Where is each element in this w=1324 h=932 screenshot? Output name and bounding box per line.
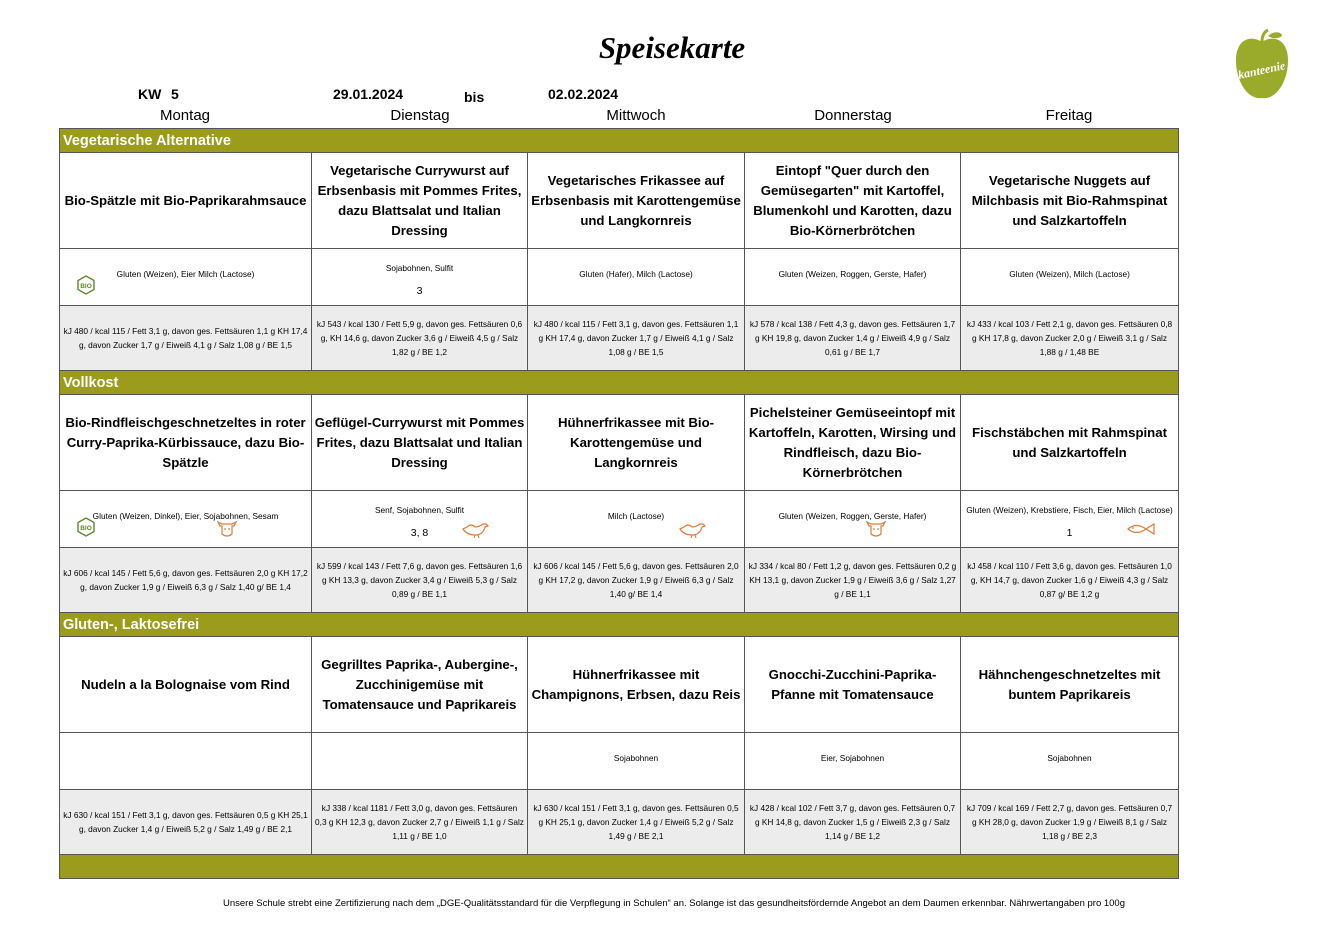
allergen-cell [60,733,312,790]
day-header-donnerstag: Donnerstag [814,107,892,124]
allergen-cell [528,733,745,790]
nutrition-info: kJ 630 / kcal 151 / Fett 3,1 g, davon ges. Fettsäuren 0,5 g KH 25,1 g, davon Zucker 1,4 g / Eiweiß 5,2 g / Salz 1,49 g / BE 2,1 [528,790,745,855]
day-header-dienstag: Dienstag [390,107,450,124]
bis-label: bis [464,89,485,105]
allergen-cell [312,249,528,306]
dish-name: Bio-Rindfleischgeschnetzeltes in roter Curry-Paprika-Kürbissauce, dazu Bio-Spätzle [60,395,312,491]
kw-number: 5 [171,86,179,102]
allergen-cell [745,249,961,306]
allergens: Eier, Sojabohnen [820,753,885,763]
nutrition-info: kJ 480 / kcal 115 / Fett 3,1 g, davon ges. Fettsäuren 1,1 g KH 17,4 g, davon Zucker 1,7 g / Eiweiß 4,1 g / Salz 1,08 g / BE 1,5 [60,306,312,371]
allergens: Gluten (Weizen, Roggen, Gerste, Hafer) [778,511,927,521]
allergens: Gluten (Weizen), Krebstiere, Fisch, Eier, Milch (Lactose) [966,505,1173,515]
cow-icon [864,519,888,541]
allergens: Sojabohnen, Sulfit [385,263,454,273]
additives: 1 [1066,527,1073,539]
svg-text:BIO: BIO [80,525,92,532]
chicken-icon [678,519,708,541]
allergens: Gluten (Weizen), Milch (Lactose) [1009,269,1130,279]
nutrition-info: kJ 428 / kcal 102 / Fett 3,7 g, davon ges. Fettsäuren 0,7 g KH 14,8 g, davon Zucker 1,5 g / Eiweiß 2,3 g / Salz 1,14 g / BE 1,2 [745,790,961,855]
allergen-cell [745,733,961,790]
allergens: Milch (Lactose) [607,511,665,521]
additives: 3, 8 [410,527,429,539]
allergen-cell [961,249,1179,306]
allergen-cell [528,491,745,548]
kanteenie-logo [1232,28,1292,104]
date-to: 02.02.2024 [548,86,619,102]
nutrition-info: kJ 606 / kcal 145 / Fett 5,6 g, davon ges. Fettsäuren 2,0 g KH 17,2 g, davon Zucker 1,9 g / Eiweiß 6,3 g / Salz 1,40 g/ BE 1,4 [528,548,745,613]
allergens: Gluten (Hafer), Milch (Lactose) [579,269,693,279]
menu-table [59,128,1179,879]
nutrition-info: kJ 543 / kcal 130 / Fett 5,9 g, davon ges. Fettsäuren 0,6 g, KH 14,6 g, davon Zucker 3,6 g / Eiweiß 4,5 g / Salz 1,82 g / BE 1,2 [312,306,528,371]
dish-name: Bio-Spätzle mit Bio-Paprikarahmsauce [60,153,312,249]
chicken-icon [461,519,491,541]
cow-icon [215,519,239,541]
allergen-cell [60,249,312,306]
dish-name: Pichelsteiner Gemüseeintopf mit Kartoffeln, Karotten, Wirsing und Rindfleisch, dazu Bio-Körnerbrötchen [745,395,961,491]
allergen-cell [745,491,961,548]
dish-name: Fischstäbchen mit Rahmspinat und Salzkartoffeln [961,395,1179,491]
dish-name: Hühnerfrikassee mit Champignons, Erbsen, dazu Reis [528,637,745,733]
date-from: 29.01.2024 [333,86,404,102]
nutrition-info: kJ 338 / kcal 1181 / Fett 3,0 g, davon ges. Fettsäuren 0,3 g KH 12,3 g, davon Zucker 2,7 g / Eiweiß 1,1 g / Salz 1,11 g / BE 1,0 [312,790,528,855]
dish-name: Vegetarische Currywurst auf Erbsenbasis mit Pommes Frites, dazu Blattsalat und Italian Dressing [312,153,528,249]
dish-name: Gegrilltes Paprika-, Aubergine-, Zucchinigemüse mit Tomatensauce und Paprikareis [312,637,528,733]
footer-note: Unsere Schule strebt eine Zertifizierung nach dem „DGE-Qualitätsstandard für die Verpflegung in Schulen“ an. Solange ist das gesundheitsfördernde Angebot an dem Daumen erkennbar. Nährwertangaben pro 100g [223,898,1125,909]
bio-icon [76,275,96,297]
allergen-cell [312,733,528,790]
day-header-mittwoch: Mittwoch [606,107,666,124]
nutrition-info: kJ 709 / kcal 169 / Fett 2,7 g, davon ges. Fettsäuren 0,7 g KH 28,0 g, davon Zucker 1,9 g / Eiweiß 8,1 g / Salz 1,18 g / BE 2,3 [961,790,1179,855]
dish-name: Hähnchengeschnetzeltes mit buntem Paprikareis [961,637,1179,733]
allergen-cell [60,491,312,548]
additives: 3 [416,285,423,297]
dish-name: Vegetarische Nuggets auf Milchbasis mit Bio-Rahmspinat und Salzkartoffeln [961,153,1179,249]
nutrition-info: kJ 599 / kcal 143 / Fett 7,6 g, davon ges. Fettsäuren 1,6 g KH 13,3 g, davon Zucker 3,4 g / Eiweiß 5,3 g / Salz 0,89 g / BE 1,1 [312,548,528,613]
svg-text:BIO: BIO [80,283,92,290]
bio-icon [76,517,96,539]
fish-icon [1126,521,1156,539]
nutrition-info: kJ 606 / kcal 145 / Fett 5,6 g, davon ges. Fettsäuren 2,0 g KH 17,2 g, davon Zucker 1,9 g / Eiweiß 6,3 g / Salz 1,40 g/ BE 1,4 [60,548,312,613]
dish-name: Vegetarisches Frikassee auf Erbsenbasis mit Karottengemüse und Langkornreis [528,153,745,249]
day-header-montag: Montag [159,107,211,124]
allergens: Gluten (Weizen, Roggen, Gerste, Hafer) [778,269,927,279]
allergens: Gluten (Weizen), Eier Milch (Lactose) [116,269,255,279]
dish-name: Eintopf "Quer durch den Gemüsegarten" mit Kartoffel, Blumenkohl und Karotten, dazu Bio-Körnerbrötchen [745,153,961,249]
nutrition-info: kJ 433 / kcal 103 / Fett 2,1 g, davon ges. Fettsäuren 0,8 g KH 17,8 g, davon Zucker 2,0 g / Eiweiß 3,1 g / Salz 1,88 g / 1,48 BE [961,306,1179,371]
dish-name: Geflügel-Currywurst mit Pommes Frites, dazu Blattsalat und Italian Dressing [312,395,528,491]
dish-name: Gnocchi-Zucchini-Paprika-Pfanne mit Tomatensauce [745,637,961,733]
allergen-cell [961,491,1179,548]
allergens: Senf, Sojabohnen, Sulfit [374,505,465,515]
allergens: Gluten (Weizen, Dinkel), Eier, Sojabohnen, Sesam [92,511,279,521]
allergen-cell [528,249,745,306]
allergen-cell [312,491,528,548]
nutrition-info: kJ 458 / kcal 110 / Fett 3,6 g, davon ges. Fettsäuren 1,0 g, KH 14,7 g, davon Zucker 1,6 g / Eiweiß 4,3 g / Salz 0,87 g/ BE 1,2 g [961,548,1179,613]
allergen-cell [961,733,1179,790]
page-title: Speisekarte [598,30,746,65]
nutrition-info: kJ 480 / kcal 115 / Fett 3,1 g, davon ges. Fettsäuren 1,1 g KH 17,4 g, davon Zucker 1,7 g / Eiweiß 4,1 g / Salz 1,08 g / BE 1,5 [528,306,745,371]
allergens: Sojabohnen [613,753,659,763]
section-header: Gluten-, Laktosefrei [60,613,1179,637]
nutrition-info: kJ 578 / kcal 138 / Fett 4,3 g, davon ges. Fettsäuren 1,7 g KH 19,8 g, davon Zucker 1,4 g / Eiweiß 4,9 g / Salz 0,61 g / BE 1,7 [745,306,961,371]
allergens: Sojabohnen [1047,753,1092,763]
nutrition-info: kJ 334 / kcal 80 / Fett 1,2 g, davon ges. Fettsäuren 0,2 g KH 13,1 g, davon Zucker 1,9 g / Eiweiß 3,6 g / Salz 1,27 g / BE 1,1 [745,548,961,613]
dish-name: Hühnerfrikassee mit Bio-Karottengemüse und Langkornreis [528,395,745,491]
section-header: Vegetarische Alternative [60,129,1179,153]
table-footer-bar [60,855,1179,879]
dish-name: Nudeln a la Bolognaise vom Rind [60,637,312,733]
section-header: Vollkost [60,371,1179,395]
day-header-freitag: Freitag [1045,107,1093,124]
svg-text:kanteenie: kanteenie [1236,58,1287,82]
nutrition-info: kJ 630 / kcal 151 / Fett 3,1 g, davon ges. Fettsäuren 0,5 g KH 25,1 g, davon Zucker 1,4 g / Eiweiß 5,2 g / Salz 1,49 g / BE 2,1 [60,790,312,855]
kw-label: KW [138,86,162,102]
